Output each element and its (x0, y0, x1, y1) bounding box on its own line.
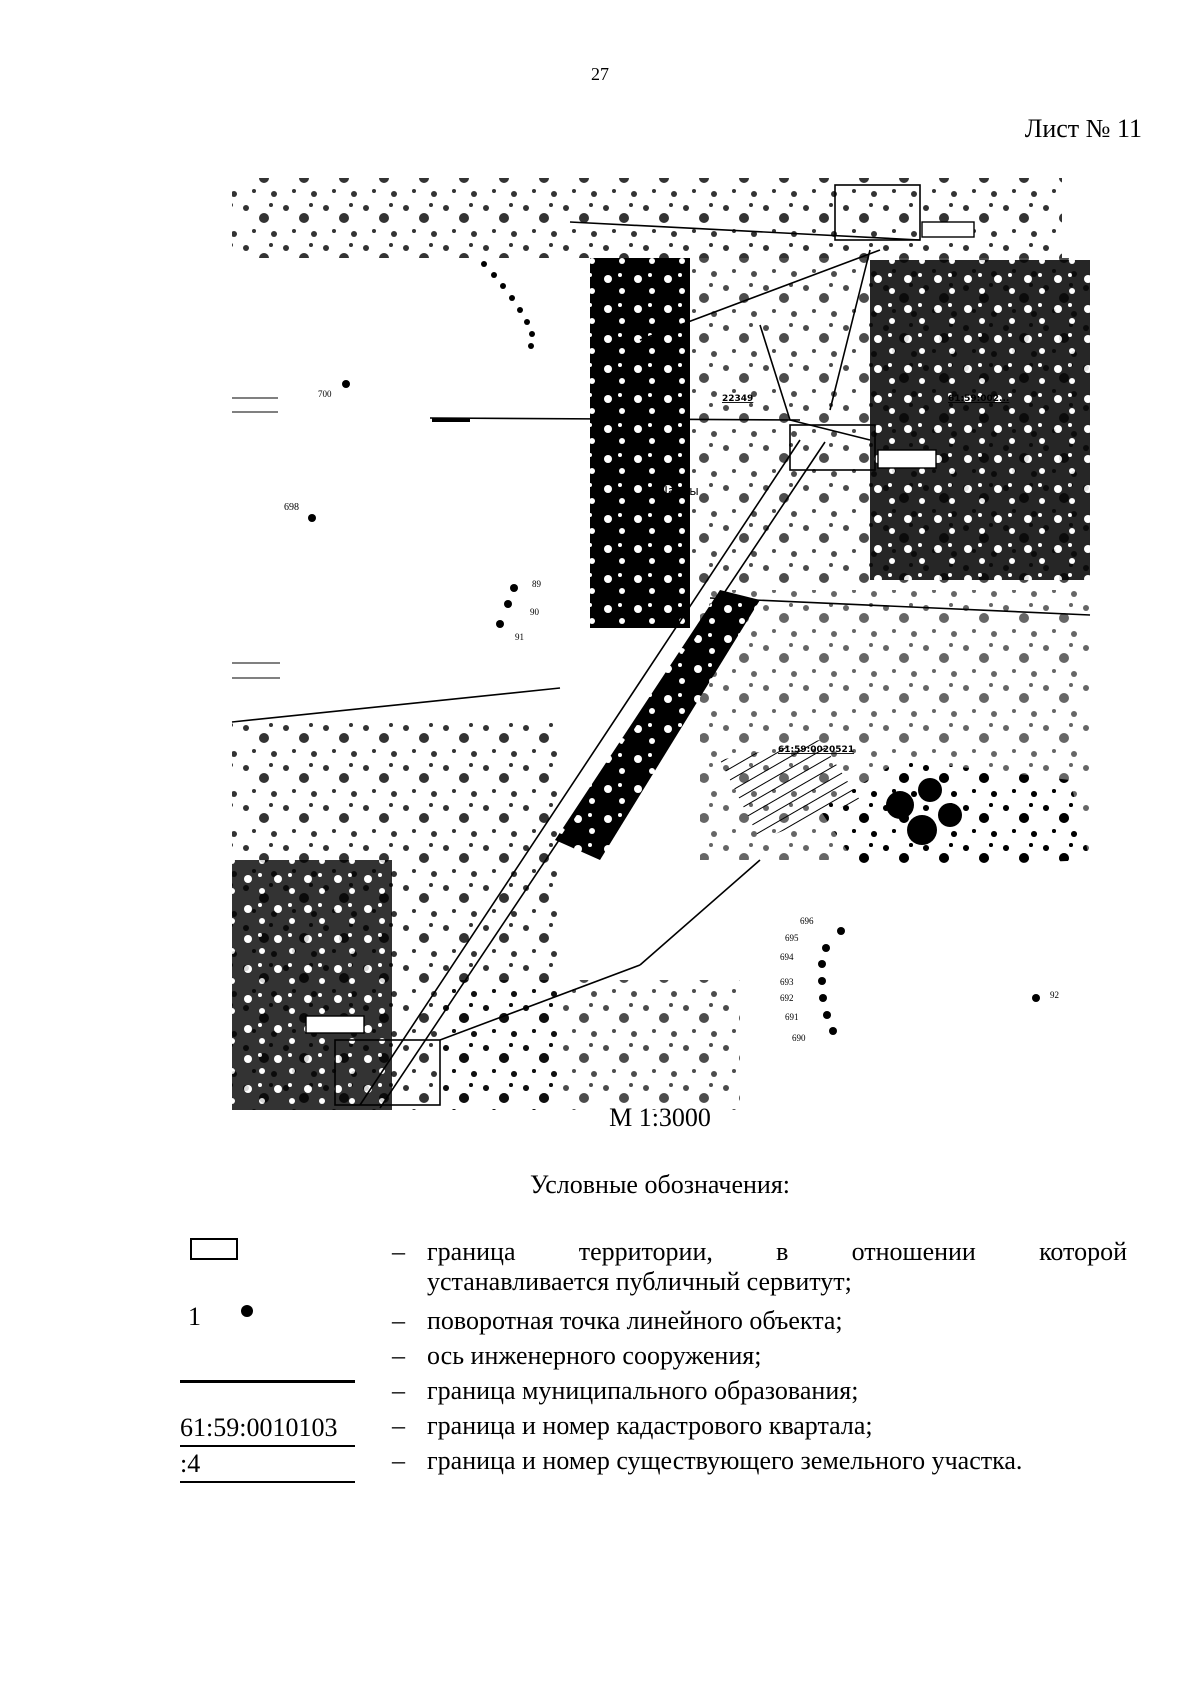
municipal-boundary-symbol (180, 1380, 355, 1383)
legend-item-servitude-line2: устанавливается публичный сервитут; (427, 1267, 852, 1296)
point-label: 698 (284, 502, 299, 513)
point-label: 92 (1050, 990, 1059, 1000)
legend-dash: – (392, 1306, 405, 1335)
legend-word: которой (1039, 1237, 1127, 1266)
legend-title: Условные обозначения: (529, 1170, 791, 1199)
label-box (306, 1016, 364, 1033)
map-locality-label: Шахты (655, 484, 699, 498)
point-label: 694 (780, 952, 794, 962)
label-box (878, 450, 936, 468)
point-label: 696 (800, 916, 814, 926)
map-cadastral-label: 61:59:0020521 (778, 745, 855, 755)
legend-word: граница (427, 1237, 516, 1266)
point-label: 693 (780, 977, 794, 987)
legend-item-cadastral-quarter: граница и номер кадастрового квартала; (427, 1411, 873, 1440)
legend-item-turning-point: поворотная точка линейного объекта; (427, 1306, 843, 1335)
legend-dash: – (392, 1411, 405, 1440)
point-label: 691 (785, 1012, 799, 1022)
cadastral-sample (180, 1411, 355, 1483)
point-label: 700 (318, 389, 332, 399)
legend-item-land-plot: граница и номер существующего земельного участка. (427, 1446, 1023, 1475)
point-label: 692 (780, 993, 794, 1003)
legend-item-municipal-boundary: граница муниципального образования; (427, 1376, 859, 1405)
point-label: 90 (530, 607, 539, 617)
point-label: 89 (532, 579, 541, 589)
map-parcel-label: 22349 (722, 394, 754, 404)
legend-item-servitude (427, 1237, 1127, 1297)
cadastral-sample-line2: :4 (180, 1447, 355, 1483)
point-symbol-number: 1 (188, 1302, 201, 1331)
legend-word: территории, (578, 1237, 713, 1266)
point-label: 690 (792, 1033, 806, 1043)
servitude-boundary-symbol (190, 1238, 238, 1260)
point-symbol-dot (241, 1305, 253, 1317)
legend-word: в (776, 1237, 789, 1266)
legend-dash: – (392, 1341, 405, 1370)
legend-item-engineering-axis: ось инженерного сооружения; (427, 1341, 762, 1370)
legend-dash: – (392, 1237, 405, 1266)
label-box (922, 222, 974, 237)
sheet-label: Лист № 11 (1024, 114, 1142, 143)
page-number: 27 (591, 64, 609, 84)
map-cadastral-label: 61:59:002... (948, 394, 1010, 404)
legend-dash: – (392, 1446, 405, 1475)
point-label: 695 (785, 933, 799, 943)
point-label: 91 (515, 632, 524, 642)
map-scale: М 1:3000 (609, 1103, 711, 1132)
legend-dash: – (392, 1376, 405, 1405)
cadastral-sample-line1: 61:59:0010103 (180, 1411, 355, 1447)
legend-word: отношении (851, 1237, 976, 1266)
